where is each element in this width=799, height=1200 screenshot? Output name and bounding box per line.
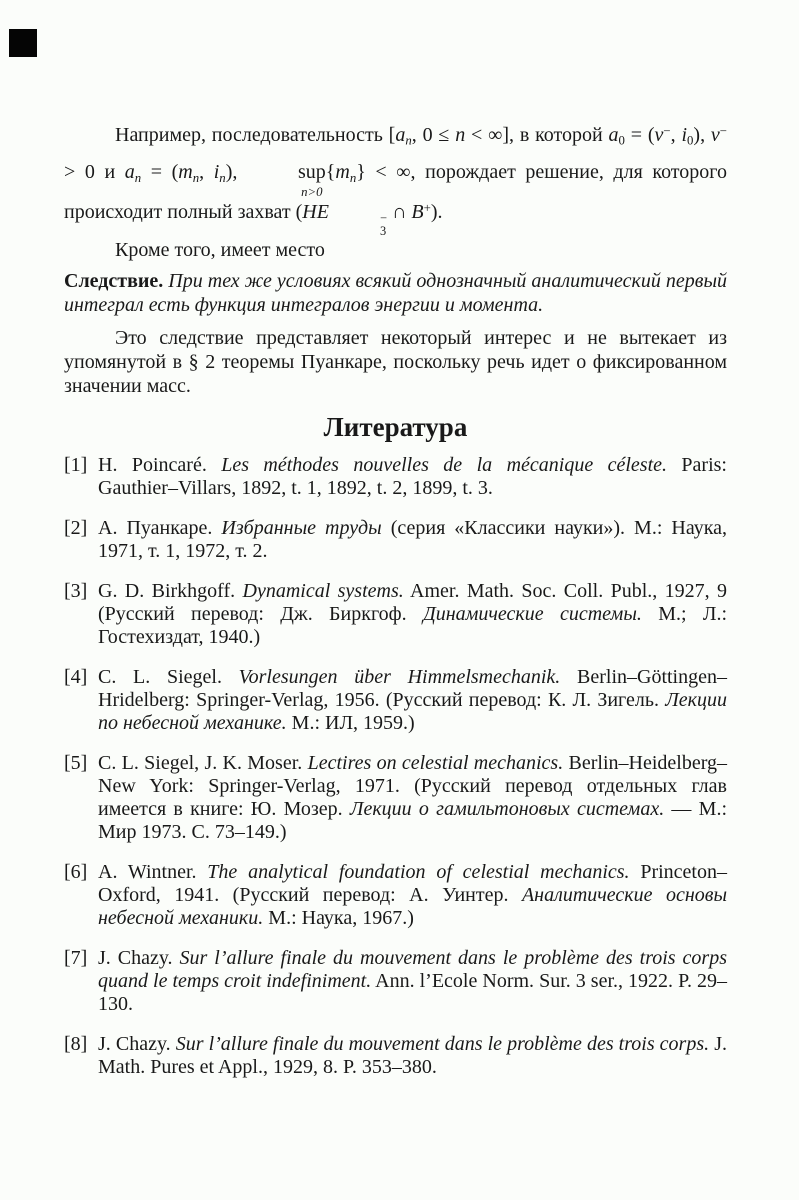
reference-item bbox=[64, 666, 727, 735]
reference-number: [1] bbox=[64, 453, 88, 476]
reference-item bbox=[64, 517, 727, 563]
reference-list bbox=[64, 454, 727, 1079]
reference-text: H. Poincaré. Les méthodes nouvelles de la mécanique céleste. Paris: Gauthier–Villars, 1892, t. 1, 1892, t. 2, 1899, t. 3. bbox=[98, 453, 727, 499]
paragraph-corollary: Следствие. При тех же условиях всякий однозначный аналитический первый интеграл есть функция интегралов энергии и момента. bbox=[64, 269, 727, 316]
reference-number: [6] bbox=[64, 860, 88, 883]
reference-number: [2] bbox=[64, 516, 88, 539]
reference-item bbox=[64, 1033, 727, 1079]
reference-text: J. Chazy. Sur l’allure finale du mouvement dans le problème des trois corps quand le temps croit indefiniment. Ann. l’Ecole Norm. Sur. 3 ser., 1922. P. 29–130. bbox=[98, 946, 728, 1015]
reference-item bbox=[64, 752, 727, 844]
paragraph-example: Например, последовательность [an, 0 ≤ n < ∞], в которой a0 = (v−, i0), v− > 0 и an = (mn, in), sup n>0 {mn} < ∞, порождает решение, для которого происходит полный захват (HE − 3 ∩ B+). bbox=[64, 123, 728, 238]
paragraph-remark: Это следствие представляет некоторый интерес и не вытекает из упомянутой в § 2 теоремы Пуанкаре, поскольку речь идет о фиксированном значении масс. bbox=[64, 326, 727, 397]
reference-text: C. L. Siegel, J. K. Moser. Lectires on celestial mechanics. Berlin–Heidelberg–New York: Springer-Verlag, 1971. (Русский перевод отдельных глав имеется в книге: Ю. Мозер. Лекции о гамильтоновых системах. — М.: Мир 1973. С. 73–149.) bbox=[98, 751, 728, 843]
reference-text: A. Wintner. The analytical foundation of celestial mechanics. Princeton–Oxford, 1941. (Русский перевод: А. Уинтер. Аналитические основы небесной механики. М.: Наука, 1967.) bbox=[98, 860, 728, 929]
page-content bbox=[64, 116, 727, 1096]
bibliography-heading: Литература bbox=[323, 411, 468, 442]
reference-item bbox=[64, 454, 727, 500]
reference-item bbox=[64, 861, 727, 930]
reference-number: [4] bbox=[64, 665, 88, 688]
reference-number: [3] bbox=[64, 579, 88, 602]
reference-item bbox=[64, 580, 727, 649]
reference-text: C. L. Siegel. Vorlesungen über Himmelsmechanik. Berlin–Göttingen–Hridelberg: Springer-Verlag, 1956. (Русский перевод: К. Л. Зигель. Лекции по небесной механике. М.: ИЛ, 1959.) bbox=[98, 665, 727, 734]
reference-text: J. Chazy. Sur l’allure finale du mouvement dans le problème des trois corps. J. Math. Pures et Appl., 1929, 8. P. 353–380. bbox=[98, 1032, 727, 1078]
paragraph-krome-togo: Кроме того, имеет место bbox=[115, 238, 325, 261]
scan-artifact-mark bbox=[9, 29, 37, 57]
reference-item bbox=[64, 947, 727, 1016]
reference-number: [8] bbox=[64, 1032, 88, 1055]
reference-text: А. Пуанкаре. Избранные труды (серия «Классики науки»). М.: Наука, 1971, т. 1, 1972, т. 2. bbox=[98, 516, 728, 562]
reference-number: [7] bbox=[64, 946, 88, 969]
reference-text: G. D. Birkhgoff. Dynamical systems. Amer. Math. Soc. Coll. Publ., 1927, 9 (Русский перевод: Дж. Биркгоф. Динамические системы. М.; Л.: Гостехиздат, 1940.) bbox=[98, 579, 728, 648]
reference-number: [5] bbox=[64, 751, 88, 774]
